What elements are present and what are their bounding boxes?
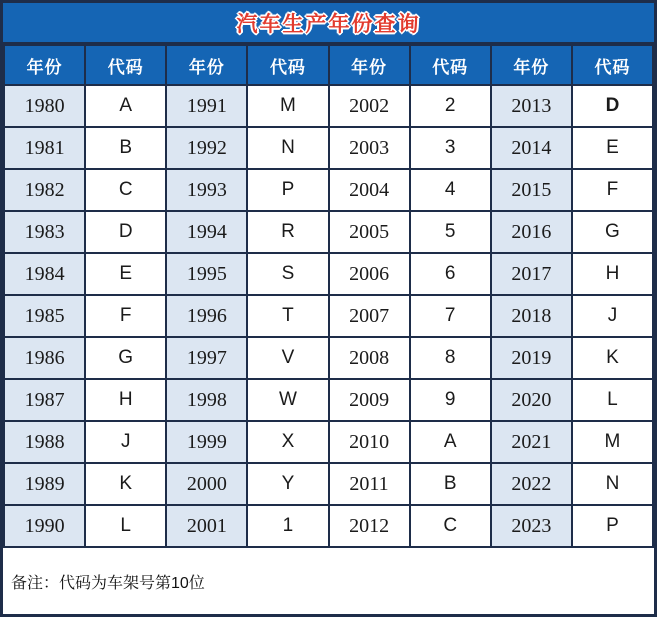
table-body [4,85,653,547]
code-cell: J [572,295,653,337]
code-cell: E [85,253,166,295]
year-cell: 2011 [329,463,410,505]
code-cell: E [572,127,653,169]
year-cell: 2010 [329,421,410,463]
code-cell: 3 [410,127,491,169]
year-cell: 2020 [491,379,572,421]
year-cell: 1995 [166,253,247,295]
year-cell: 2000 [166,463,247,505]
code-cell: 9 [410,379,491,421]
year-cell: 2018 [491,295,572,337]
code-cell: N [572,463,653,505]
code-cell: F [572,169,653,211]
col-header-year: 年份 [4,45,85,85]
code-cell: 7 [410,295,491,337]
code-cell: 2 [410,85,491,127]
code-cell: H [572,253,653,295]
code-cell: X [247,421,328,463]
year-cell: 2012 [329,505,410,547]
year-code-table [3,44,654,548]
year-cell: 2019 [491,337,572,379]
code-cell: 1 [247,505,328,547]
year-cell: 2002 [329,85,410,127]
table-row [4,253,653,295]
code-cell: D [572,85,653,127]
year-cell: 1986 [4,337,85,379]
code-cell: W [247,379,328,421]
year-cell: 2013 [491,85,572,127]
code-cell: A [85,85,166,127]
code-cell: V [247,337,328,379]
table-row [4,127,653,169]
code-cell: M [247,85,328,127]
code-cell: N [247,127,328,169]
code-cell: B [85,127,166,169]
code-cell: 4 [410,169,491,211]
code-cell: 6 [410,253,491,295]
code-cell: Y [247,463,328,505]
code-cell: F [85,295,166,337]
year-cell: 2007 [329,295,410,337]
year-cell: 1987 [4,379,85,421]
table-row [4,85,653,127]
year-cell: 2005 [329,211,410,253]
code-cell: 8 [410,337,491,379]
year-cell: 2004 [329,169,410,211]
year-cell: 2016 [491,211,572,253]
year-cell: 2023 [491,505,572,547]
year-cell: 1991 [166,85,247,127]
code-cell: L [85,505,166,547]
table-row [4,295,653,337]
code-cell: D [85,211,166,253]
year-cell: 1998 [166,379,247,421]
code-cell: S [247,253,328,295]
year-cell: 1985 [4,295,85,337]
code-cell: P [247,169,328,211]
footnote-bar [3,548,654,614]
year-cell: 1989 [4,463,85,505]
year-cell: 1996 [166,295,247,337]
year-cell: 2001 [166,505,247,547]
year-cell: 2006 [329,253,410,295]
code-cell: J [85,421,166,463]
year-cell: 1982 [4,169,85,211]
year-cell: 2014 [491,127,572,169]
year-cell: 1981 [4,127,85,169]
code-cell: C [410,505,491,547]
code-cell: H [85,379,166,421]
col-header-code: 代码 [85,45,166,85]
col-header-code: 代码 [410,45,491,85]
footnote-text: 备注：代码为车架号第10位 [11,574,205,592]
year-cell: 2022 [491,463,572,505]
year-cell: 1992 [166,127,247,169]
year-cell: 1980 [4,85,85,127]
table-row [4,463,653,505]
year-cell: 1983 [4,211,85,253]
table-row [4,379,653,421]
code-cell: L [572,379,653,421]
code-cell: C [85,169,166,211]
table-row [4,337,653,379]
code-cell: K [85,463,166,505]
table-row [4,169,653,211]
title-bar [3,3,654,44]
year-cell: 1984 [4,253,85,295]
year-cell: 1988 [4,421,85,463]
code-cell: A [410,421,491,463]
table-title: 汽车生产年份查询 [236,12,421,36]
code-cell: G [85,337,166,379]
year-cell: 1994 [166,211,247,253]
year-cell: 2009 [329,379,410,421]
code-cell: M [572,421,653,463]
year-cell: 2015 [491,169,572,211]
table-row [4,421,653,463]
code-cell: R [247,211,328,253]
year-cell: 1999 [166,421,247,463]
col-header-code: 代码 [247,45,328,85]
year-cell: 2008 [329,337,410,379]
year-cell: 1990 [4,505,85,547]
year-cell: 1997 [166,337,247,379]
col-header-code: 代码 [572,45,653,85]
col-header-year: 年份 [329,45,410,85]
col-header-year: 年份 [166,45,247,85]
year-cell: 2003 [329,127,410,169]
year-cell: 1993 [166,169,247,211]
code-cell: G [572,211,653,253]
code-cell: B [410,463,491,505]
table-row [4,505,653,547]
table-header-row [4,45,653,85]
year-cell: 2017 [491,253,572,295]
code-cell: K [572,337,653,379]
code-cell: P [572,505,653,547]
table-row [4,211,653,253]
code-cell: 5 [410,211,491,253]
col-header-year: 年份 [491,45,572,85]
code-cell: T [247,295,328,337]
year-cell: 2021 [491,421,572,463]
